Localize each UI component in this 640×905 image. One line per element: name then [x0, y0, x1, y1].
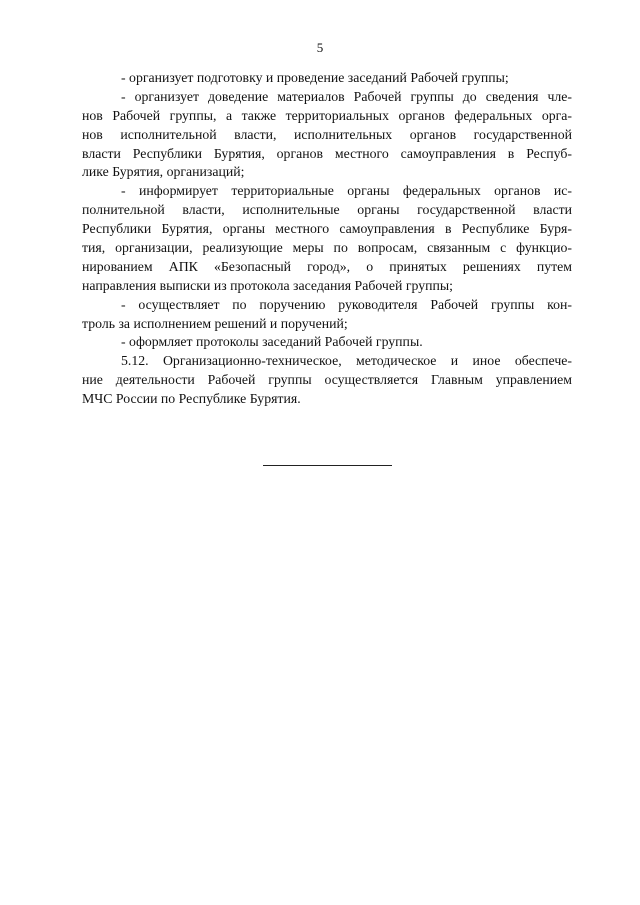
text-line: Республики Бурятия, органы местного самоуправления в Республике Буря- — [82, 221, 572, 237]
text-line: нированием АПК «Безопасный город», о принятых решениях путем — [82, 258, 572, 274]
text-line: полнительной власти, исполнительные органы государственной власти — [82, 202, 572, 218]
text-line: троль за исполнением решений и поручений; — [82, 315, 348, 331]
text-line: нов исполнительной власти, исполнительных органов государственной — [82, 126, 572, 142]
text-line: 5.12. Организационно-техническое, методическое и иное обеспече- — [121, 353, 572, 369]
text-line: - информирует территориальные органы федеральных органов ис- — [121, 183, 572, 199]
text-line: МЧС России по Республике Бурятия. — [82, 391, 301, 407]
text-line: - осуществляет по поручению руководителя Рабочей группы кон- — [121, 296, 572, 312]
text-line: - организует подготовку и проведение заседаний Рабочей группы; — [121, 70, 509, 85]
text-line: власти Республики Бурятия, органов местного самоуправления в Респуб- — [82, 145, 572, 161]
document-body — [82, 69, 572, 409]
text-line: тия, организации, реализующие меры по вопросам, связанным с функцио- — [82, 240, 572, 256]
end-divider-line — [263, 465, 392, 466]
text-line: - оформляет протоколы заседаний Рабочей группы. — [121, 334, 423, 350]
text-line: направления выписки из протокола заседания Рабочей группы; — [82, 277, 453, 293]
text-line: нов Рабочей группы, а также территориальных органов федеральных орга- — [82, 107, 572, 123]
text-line: ние деятельности Рабочей группы осуществляется Главным управлением — [82, 372, 572, 388]
text-line: - организует доведение материалов Рабочей группы до сведения чле- — [121, 88, 572, 104]
page-number: 5 — [316, 40, 324, 55]
text-line: лике Бурятия, организаций; — [82, 164, 245, 180]
